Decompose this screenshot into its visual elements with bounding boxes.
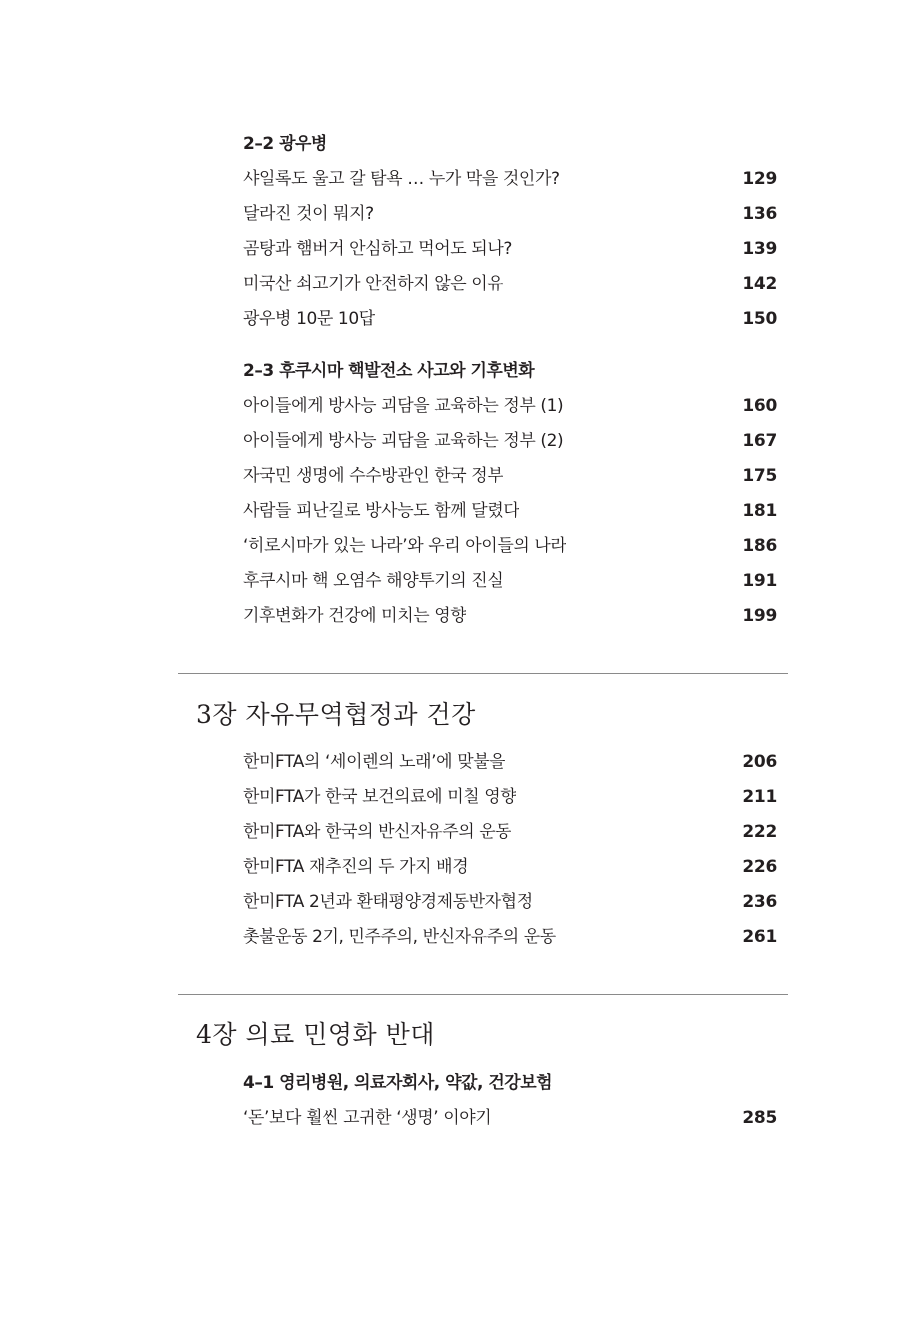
toc-entry-title: 샤일록도 울고 갈 탐욕 … 누가 막을 것인가? (243, 169, 560, 189)
toc-entry-page: 139 (742, 239, 777, 259)
toc-entry-page: 181 (742, 501, 777, 521)
toc-entry[interactable] (243, 302, 777, 337)
toc-entry[interactable] (243, 780, 777, 815)
chapter-divider (178, 994, 788, 995)
toc-entry-title: 자국민 생명에 수수방관인 한국 정부 (243, 466, 504, 486)
toc-entry[interactable] (243, 459, 777, 494)
toc-entry[interactable] (243, 745, 777, 780)
toc-entry[interactable] (243, 564, 777, 599)
toc-entry[interactable] (243, 850, 777, 885)
section-2-2 (243, 127, 777, 337)
toc-entry-title: 달라진 것이 뭐지? (243, 204, 374, 224)
toc-entry-title: 한미FTA의 ‘세이렌의 노래’에 맞불을 (243, 752, 506, 772)
toc-entry-page: 236 (742, 892, 777, 912)
toc-entry-title: ‘돈’보다 훨씬 고귀한 ‘생명’ 이야기 (243, 1108, 492, 1128)
toc-entry-page: 191 (742, 571, 777, 591)
section-heading: 4–1 영리병원, 의료자회사, 약값, 건강보험 (243, 1073, 553, 1093)
chapter-3-entries (243, 745, 777, 955)
toc-entry-title: 광우병 10문 10답 (243, 309, 375, 329)
toc-entry-page: 186 (742, 536, 777, 556)
toc-entry-title: 사람들 피난길로 방사능도 함께 달렸다 (243, 501, 520, 521)
toc-entry-page: 167 (742, 431, 777, 451)
chapter-divider (178, 673, 788, 674)
toc-entry-title: 촛불운동 2기, 민주주의, 반신자유주의 운동 (243, 927, 556, 947)
toc-entry-title: 아이들에게 방사능 괴담을 교육하는 정부 (2) (243, 431, 564, 451)
toc-entry-title: 한미FTA와 한국의 반신자유주의 운동 (243, 822, 512, 842)
section-4-1 (243, 1066, 777, 1136)
toc-entry-page: 142 (742, 274, 777, 294)
chapter-heading: 3장 자유무역협정과 건강 (196, 700, 476, 729)
toc-entry[interactable] (243, 920, 777, 955)
toc-entry-page: 160 (742, 396, 777, 416)
toc-entry[interactable] (243, 494, 777, 529)
toc-entry-title: 한미FTA 2년과 환태평양경제동반자협정 (243, 892, 533, 912)
toc-entry-page: 136 (742, 204, 777, 224)
toc-entry-title: 한미FTA가 한국 보건의료에 미칠 영향 (243, 787, 517, 807)
toc-entry[interactable] (243, 1101, 777, 1136)
toc-entry-page: 226 (742, 857, 777, 877)
toc-entry-page: 261 (742, 927, 777, 947)
toc-entry[interactable] (243, 197, 777, 232)
toc-entry-title: 기후변화가 건강에 미치는 영향 (243, 606, 467, 626)
toc-entry-page: 285 (742, 1108, 777, 1128)
toc-entry-page: 206 (742, 752, 777, 772)
toc-entry[interactable] (243, 389, 777, 424)
toc-entry-page: 129 (742, 169, 777, 189)
toc-entry[interactable] (243, 162, 777, 197)
chapter-heading: 4장 의료 민영화 반대 (196, 1020, 435, 1049)
section-heading: 2–2 광우병 (243, 134, 327, 154)
toc-entry[interactable] (243, 885, 777, 920)
toc-entry[interactable] (243, 424, 777, 459)
toc-entry-title: ‘히로시마가 있는 나라’와 우리 아이들의 나라 (243, 536, 567, 556)
toc-entry[interactable] (243, 815, 777, 850)
toc-entry-page: 222 (742, 822, 777, 842)
toc-entry-title: 후쿠시마 핵 오염수 해양투기의 진실 (243, 571, 504, 591)
toc-entry[interactable] (243, 267, 777, 302)
toc-entry-page: 175 (742, 466, 777, 486)
toc-entry-title: 미국산 쇠고기가 안전하지 않은 이유 (243, 274, 504, 294)
toc-entry[interactable] (243, 529, 777, 564)
toc-entry-title: 한미FTA 재추진의 두 가지 배경 (243, 857, 469, 877)
toc-entry-page: 199 (742, 606, 777, 626)
toc-entry[interactable] (243, 232, 777, 267)
toc-entry-page: 150 (742, 309, 777, 329)
toc-entry-title: 곰탕과 햄버거 안심하고 먹어도 되나? (243, 239, 512, 259)
section-2-3 (243, 354, 777, 634)
toc-entry-title: 아이들에게 방사능 괴담을 교육하는 정부 (1) (243, 396, 564, 416)
section-heading: 2–3 후쿠시마 핵발전소 사고와 기후변화 (243, 361, 535, 381)
toc-entry[interactable] (243, 599, 777, 634)
toc-entry-page: 211 (742, 787, 777, 807)
